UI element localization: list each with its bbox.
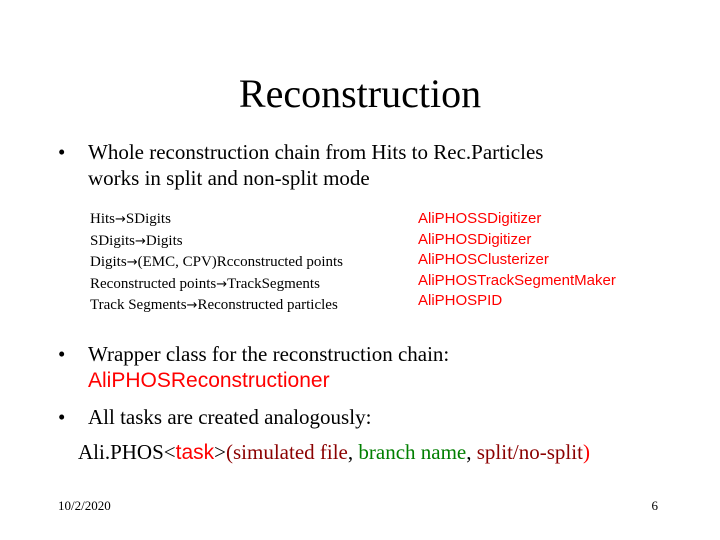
bullet-1-line-2: works in split and non-split mode bbox=[88, 166, 370, 190]
slide-title: Reconstruction bbox=[238, 71, 482, 116]
bullet-dot: • bbox=[58, 140, 66, 164]
signature-arg-simulated-file: simulated file bbox=[232, 440, 348, 464]
arrow-icon: → bbox=[115, 212, 126, 227]
chain-step-1 bbox=[90, 209, 343, 231]
chain-step-to: SDigits bbox=[125, 211, 171, 227]
chain-steps bbox=[90, 209, 343, 317]
chain-step-to: Digits bbox=[145, 232, 183, 249]
signature-close: ) bbox=[582, 440, 590, 464]
signature-prefix: Ali.PHOS bbox=[78, 440, 164, 464]
bullet-1-text bbox=[88, 139, 543, 191]
arrow-icon: → bbox=[186, 298, 198, 313]
chain-step-to: Reconstructed particles bbox=[197, 297, 338, 313]
arrow-icon: → bbox=[126, 255, 138, 270]
chain-step-to: TrackSegments bbox=[227, 275, 320, 292]
page-number: 6 bbox=[651, 498, 658, 513]
signature-gt: > bbox=[214, 440, 226, 464]
bullet-2-text bbox=[88, 341, 449, 394]
signature-arg-split: split/no-split bbox=[476, 440, 583, 464]
chain-step-from: Hits bbox=[90, 211, 116, 227]
signature-lt: < bbox=[163, 440, 176, 464]
signature-task: task bbox=[175, 441, 215, 464]
arrow-icon: → bbox=[135, 233, 146, 249]
wrapper-class-name: AliPHOSReconstructioner bbox=[88, 369, 330, 392]
chain-step-2 bbox=[90, 231, 343, 253]
task-class-name: AliPHOSSDigitizer bbox=[418, 210, 542, 227]
chain-step-4 bbox=[90, 274, 343, 296]
chain-step-from: Digits bbox=[90, 254, 127, 270]
footer-date: 10/2/2020 bbox=[58, 498, 111, 513]
chain-step-from: Track Segments bbox=[90, 297, 187, 313]
chain-step-5 bbox=[90, 295, 343, 317]
bullet-3-text: All tasks are created analogously: bbox=[88, 405, 372, 429]
task-class-name: AliPHOSPID bbox=[418, 292, 503, 309]
chain-step-3 bbox=[90, 252, 343, 274]
chain-step-from: SDigits bbox=[90, 232, 136, 249]
bullet-1-line-1: Whole reconstruction chain from Hits to Rec.Particles bbox=[88, 140, 544, 164]
bullet-dot: • bbox=[58, 405, 66, 429]
task-class-name: AliPHOSTrackSegmentMaker bbox=[418, 271, 616, 289]
signature-open: ( bbox=[225, 440, 233, 464]
signature-comma: , bbox=[347, 440, 359, 464]
bullet-dot: • bbox=[58, 342, 66, 366]
task-class-name: AliPHOSClusterizer bbox=[418, 251, 549, 268]
signature-arg-branch-name: branch name bbox=[358, 440, 467, 464]
chain-step-to: (EMC, CPV)Rcconstructed points bbox=[137, 254, 343, 270]
task-class-name: AliPHOSDigitizer bbox=[418, 230, 532, 248]
bullet-2-line-1: Wrapper class for the reconstruction chain: bbox=[88, 342, 450, 366]
signature-comma: , bbox=[466, 440, 477, 464]
chain-task-classes bbox=[418, 209, 616, 312]
task-signature bbox=[78, 440, 590, 465]
arrow-icon: → bbox=[216, 276, 228, 292]
chain-step-from: Reconstructed points bbox=[90, 275, 217, 292]
